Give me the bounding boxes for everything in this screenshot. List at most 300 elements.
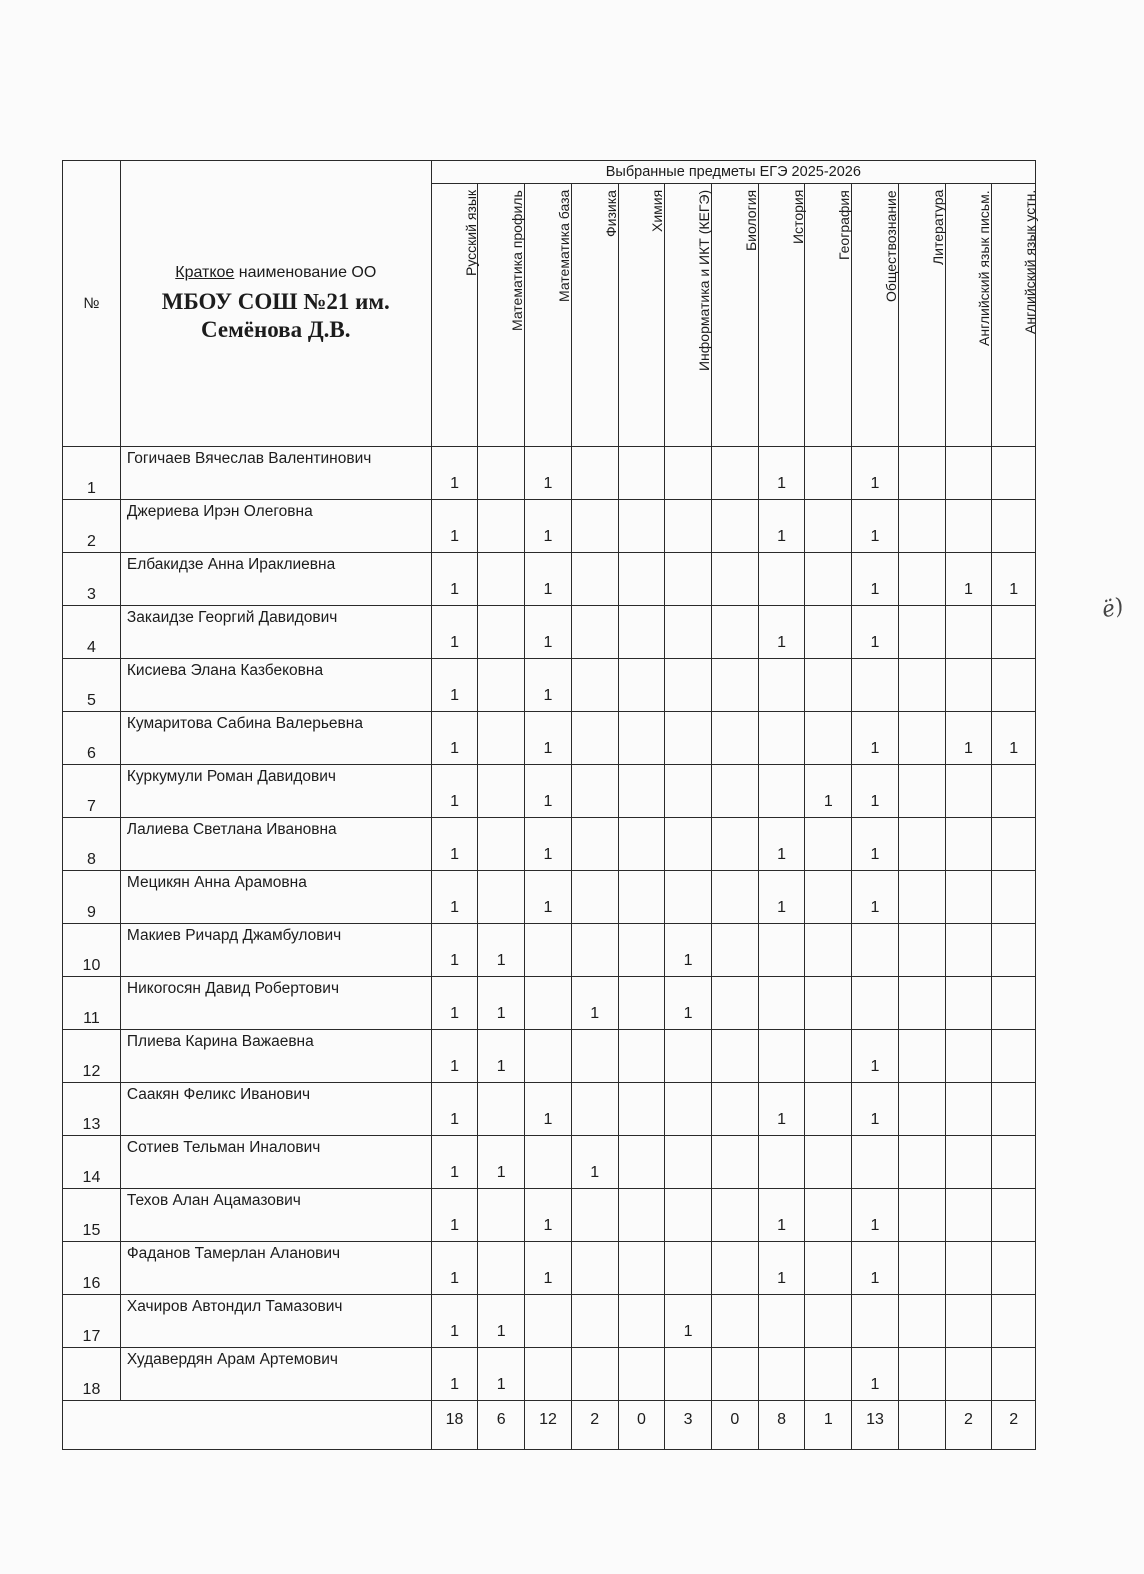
subject-mark-cell: [898, 500, 945, 553]
subject-mark-cell: [478, 447, 525, 500]
handwritten-side-note: ё): [1099, 593, 1127, 624]
subject-mark-cell: [571, 447, 618, 500]
subject-mark-cell: [992, 606, 1036, 659]
subject-mark-cell: 1: [431, 1295, 478, 1348]
row-number: 11: [63, 977, 121, 1030]
subject-mark-cell: [618, 818, 665, 871]
ege-subjects-table: [62, 160, 1036, 1450]
subject-mark-cell: 1: [525, 500, 572, 553]
subject-total-value: 0: [730, 1411, 740, 1428]
student-name-cell: [120, 1242, 431, 1295]
subject-header: [945, 184, 992, 447]
table-row: [63, 447, 1036, 500]
subject-mark-cell: [618, 1030, 665, 1083]
subject-mark-cell: [852, 659, 899, 712]
subject-mark-cell: 1: [478, 1136, 525, 1189]
subject-mark-cell: [711, 1295, 758, 1348]
student-name: Саакян Феликс Иванович: [126, 1086, 311, 1103]
subject-mark-cell: [665, 1136, 712, 1189]
subject-mark-cell: [478, 1189, 525, 1242]
subject-mark-cell: 1: [665, 977, 712, 1030]
subject-mark-cell: [571, 1295, 618, 1348]
subject-mark-cell: 1: [431, 818, 478, 871]
subject-mark-cell: 1: [431, 1242, 478, 1295]
subject-mark-cell: [898, 1348, 945, 1401]
subject-total-cell: [618, 1401, 665, 1450]
subject-mark-cell: [665, 500, 712, 553]
row-number: 4: [63, 606, 121, 659]
subject-mark-cell: 1: [758, 606, 805, 659]
student-name-cell: [120, 447, 431, 500]
subject-mark-cell: [711, 1348, 758, 1401]
subject-mark-cell: [805, 1136, 852, 1189]
subject-mark-cell: [992, 1083, 1036, 1136]
subject-header: [805, 184, 852, 447]
subject-mark-cell: [711, 500, 758, 553]
subject-mark-cell: 1: [852, 447, 899, 500]
subject-mark-cell: [992, 1030, 1036, 1083]
subject-mark-cell: 1: [571, 977, 618, 1030]
subject-mark-cell: [945, 818, 992, 871]
table-row: [63, 1083, 1036, 1136]
subject-mark-cell: [478, 606, 525, 659]
subject-mark-cell: 1: [665, 1295, 712, 1348]
subject-mark-cell: [711, 818, 758, 871]
row-number: 7: [63, 765, 121, 818]
subject-mark-cell: 1: [852, 500, 899, 553]
subject-mark-cell: [711, 712, 758, 765]
subject-mark-cell: [571, 1189, 618, 1242]
subject-total-cell: [571, 1401, 618, 1450]
totals-row: [63, 1401, 1036, 1450]
subject-mark-cell: [945, 977, 992, 1030]
subject-mark-cell: 1: [525, 553, 572, 606]
subject-mark-cell: [711, 924, 758, 977]
number-header-label: №: [83, 295, 100, 312]
subject-mark-cell: [618, 1295, 665, 1348]
subject-mark-cell: [945, 447, 992, 500]
subject-mark-cell: [898, 818, 945, 871]
subject-mark-cell: [945, 1295, 992, 1348]
subject-mark-cell: 1: [852, 1189, 899, 1242]
subject-mark-cell: [711, 606, 758, 659]
subject-mark-cell: [898, 1136, 945, 1189]
student-name-cell: [120, 977, 431, 1030]
subject-mark-cell: 1: [525, 871, 572, 924]
subject-mark-cell: 1: [431, 1136, 478, 1189]
subject-mark-cell: [805, 1030, 852, 1083]
subject-mark-cell: 1: [431, 765, 478, 818]
student-name-cell: [120, 765, 431, 818]
subject-mark-cell: [805, 1295, 852, 1348]
subject-mark-cell: [992, 1189, 1036, 1242]
subject-mark-cell: [758, 1295, 805, 1348]
student-name-cell: [120, 871, 431, 924]
subject-mark-cell: 1: [525, 1242, 572, 1295]
subject-mark-cell: [571, 553, 618, 606]
subject-total-cell: [431, 1401, 478, 1450]
subject-mark-cell: 1: [431, 1083, 478, 1136]
student-name-cell: [120, 606, 431, 659]
subject-mark-cell: 1: [525, 606, 572, 659]
subject-mark-cell: [618, 1348, 665, 1401]
subject-mark-cell: [805, 447, 852, 500]
subject-mark-cell: [711, 1189, 758, 1242]
subject-mark-cell: [711, 1242, 758, 1295]
subject-mark-cell: [665, 1242, 712, 1295]
subject-mark-cell: [758, 1136, 805, 1189]
subject-mark-cell: [945, 765, 992, 818]
subject-mark-cell: 1: [431, 871, 478, 924]
subject-mark-cell: 1: [852, 871, 899, 924]
subject-mark-cell: 1: [758, 818, 805, 871]
subject-mark-cell: [711, 659, 758, 712]
subject-mark-cell: [618, 977, 665, 1030]
subject-mark-cell: [805, 1189, 852, 1242]
subject-mark-cell: 1: [431, 553, 478, 606]
subject-mark-cell: 1: [525, 818, 572, 871]
student-name: Плиева Карина Важаевна: [126, 1033, 314, 1050]
subject-mark-cell: [571, 1030, 618, 1083]
subject-mark-cell: [665, 1083, 712, 1136]
subject-mark-cell: [898, 977, 945, 1030]
subject-mark-cell: 1: [852, 553, 899, 606]
subject-mark-cell: 1: [431, 1030, 478, 1083]
subject-mark-cell: [992, 1348, 1036, 1401]
subject-mark-cell: 1: [758, 871, 805, 924]
subject-mark-cell: [478, 1242, 525, 1295]
subject-total-value: 2: [590, 1411, 600, 1428]
subject-total-cell: [852, 1401, 899, 1450]
subject-mark-cell: 1: [525, 447, 572, 500]
subject-mark-cell: 1: [571, 1136, 618, 1189]
subject-total-cell: [898, 1401, 945, 1450]
subject-mark-cell: [618, 1242, 665, 1295]
subject-mark-cell: [618, 765, 665, 818]
subject-mark-cell: [945, 1136, 992, 1189]
table-row: [63, 553, 1036, 606]
student-name: Худавердян Арам Артемович: [126, 1351, 338, 1368]
student-name-cell: [120, 1348, 431, 1401]
subject-mark-cell: [805, 924, 852, 977]
subject-mark-cell: [945, 1189, 992, 1242]
subject-total-cell: [758, 1401, 805, 1450]
subject-mark-cell: [898, 659, 945, 712]
subject-header: [431, 184, 478, 447]
subject-mark-cell: [711, 871, 758, 924]
row-number: 15: [63, 1189, 121, 1242]
subject-total-value: 2: [963, 1411, 973, 1428]
subject-total-cell: [711, 1401, 758, 1450]
subject-mark-cell: [525, 1295, 572, 1348]
org-name-line1: МБОУ СОШ №21 им.: [161, 288, 390, 314]
subject-mark-cell: [898, 1242, 945, 1295]
student-name: Сотиев Тельман Иналович: [126, 1139, 321, 1156]
subject-mark-cell: [992, 871, 1036, 924]
subject-total-cell: [945, 1401, 992, 1450]
subject-mark-cell: [805, 606, 852, 659]
subject-total-value: 13: [866, 1411, 884, 1428]
subject-header-label: Математика профиль: [509, 190, 526, 331]
subject-mark-cell: [898, 447, 945, 500]
subject-mark-cell: [898, 712, 945, 765]
subject-header: [898, 184, 945, 447]
subject-mark-cell: [805, 1083, 852, 1136]
subject-mark-cell: 1: [431, 500, 478, 553]
subject-mark-cell: [618, 553, 665, 606]
subject-mark-cell: [618, 924, 665, 977]
subject-header: [711, 184, 758, 447]
table-row: [63, 606, 1036, 659]
subject-mark-cell: 1: [525, 1189, 572, 1242]
student-name: Куркумули Роман Давидович: [126, 768, 336, 785]
subject-mark-cell: [525, 1030, 572, 1083]
row-number: 1: [63, 447, 121, 500]
subject-mark-cell: [618, 1189, 665, 1242]
student-name: Фаданов Тамерлан Аланович: [126, 1245, 341, 1262]
subject-header-label: История: [789, 190, 806, 245]
subject-mark-cell: [898, 765, 945, 818]
subject-mark-cell: [478, 712, 525, 765]
subject-mark-cell: [945, 1242, 992, 1295]
subject-mark-cell: 1: [852, 712, 899, 765]
table-row: [63, 1136, 1036, 1189]
table-row: [63, 500, 1036, 553]
subject-mark-cell: [571, 606, 618, 659]
subject-mark-cell: [898, 606, 945, 659]
subject-mark-cell: [711, 447, 758, 500]
student-name: Никогосян Давид Робертович: [126, 980, 340, 997]
subject-total-cell: [525, 1401, 572, 1450]
subject-header: [992, 184, 1036, 447]
subject-mark-cell: 1: [525, 765, 572, 818]
subject-mark-cell: [898, 1030, 945, 1083]
subject-mark-cell: [478, 765, 525, 818]
subject-mark-cell: 1: [525, 659, 572, 712]
subjects-title: Выбранные предметы ЕГЭ 2025-2026: [431, 161, 1035, 184]
subject-mark-cell: [478, 500, 525, 553]
subject-mark-cell: [571, 818, 618, 871]
subject-mark-cell: [898, 1083, 945, 1136]
subject-total-value: 0: [636, 1411, 646, 1428]
row-number: 9: [63, 871, 121, 924]
org-name-line2: Семёнова Д.В.: [201, 316, 351, 342]
student-name: Джериева Ирэн Олеговна: [126, 503, 313, 520]
subject-mark-cell: 1: [478, 1348, 525, 1401]
subject-mark-cell: [478, 871, 525, 924]
subject-mark-cell: [758, 553, 805, 606]
subject-header-label: Английский язык устн.: [1021, 190, 1038, 335]
subject-header-label: Литература: [929, 190, 946, 266]
subject-mark-cell: 1: [758, 1189, 805, 1242]
subject-mark-cell: [665, 1030, 712, 1083]
subject-mark-cell: [898, 871, 945, 924]
subject-mark-cell: [852, 924, 899, 977]
subject-mark-cell: [758, 1348, 805, 1401]
student-name-cell: [120, 818, 431, 871]
subject-mark-cell: [618, 659, 665, 712]
student-name: Закаидзе Георгий Давидович: [126, 609, 338, 626]
row-number: 3: [63, 553, 121, 606]
subject-mark-cell: [478, 1083, 525, 1136]
org-caption: [121, 264, 431, 282]
subject-mark-cell: [618, 712, 665, 765]
subject-mark-cell: [758, 659, 805, 712]
subject-mark-cell: [992, 659, 1036, 712]
student-name: Гогичаев Вячеслав Валентинович: [126, 450, 372, 467]
subject-header-label: Физика: [602, 190, 619, 237]
subject-mark-cell: [945, 871, 992, 924]
subject-mark-cell: [665, 1348, 712, 1401]
subject-mark-cell: [618, 606, 665, 659]
subject-header: [665, 184, 712, 447]
subject-mark-cell: [805, 659, 852, 712]
subject-mark-cell: 1: [431, 924, 478, 977]
subject-mark-cell: 1: [852, 818, 899, 871]
number-column-header: [63, 161, 121, 447]
subject-mark-cell: [805, 712, 852, 765]
row-number: 8: [63, 818, 121, 871]
org-caption-rest: наименование ОО: [234, 263, 377, 281]
subject-mark-cell: [805, 500, 852, 553]
subject-mark-cell: 1: [525, 1083, 572, 1136]
subject-header: [852, 184, 899, 447]
subject-header-label: Английский язык письм.: [976, 190, 993, 346]
table-row: [63, 1242, 1036, 1295]
subject-mark-cell: 1: [431, 977, 478, 1030]
subject-total-value: [899, 1401, 945, 1411]
subject-mark-cell: 1: [431, 1189, 478, 1242]
student-name-cell: [120, 500, 431, 553]
subject-mark-cell: 1: [758, 500, 805, 553]
subject-mark-cell: [805, 977, 852, 1030]
subject-mark-cell: [992, 447, 1036, 500]
subject-mark-cell: 1: [852, 1242, 899, 1295]
student-name-cell: [120, 924, 431, 977]
subject-mark-cell: [571, 500, 618, 553]
student-name: Мецикян Анна Арамовна: [126, 874, 307, 891]
subject-header-label: Математика база: [555, 190, 572, 303]
student-name: Макиев Ричард Джамбулович: [126, 927, 342, 944]
subject-mark-cell: [992, 1242, 1036, 1295]
table-row: [63, 1295, 1036, 1348]
subject-mark-cell: [992, 500, 1036, 553]
row-number: 16: [63, 1242, 121, 1295]
subject-mark-cell: [945, 1348, 992, 1401]
subject-header: [478, 184, 525, 447]
row-number: 10: [63, 924, 121, 977]
subject-mark-cell: [898, 1295, 945, 1348]
student-name-cell: [120, 1083, 431, 1136]
subject-mark-cell: 1: [478, 1295, 525, 1348]
row-number: 14: [63, 1136, 121, 1189]
subject-total-cell: [805, 1401, 852, 1450]
subject-mark-cell: 1: [992, 553, 1036, 606]
student-name: Лалиева Светлана Ивановна: [126, 821, 337, 838]
subject-mark-cell: [945, 1083, 992, 1136]
table-row: [63, 924, 1036, 977]
subject-mark-cell: [711, 977, 758, 1030]
student-name: Елбакидзе Анна Ираклиевна: [126, 556, 336, 573]
subject-mark-cell: 1: [852, 1348, 899, 1401]
subject-mark-cell: [758, 1030, 805, 1083]
subject-total-cell: [665, 1401, 712, 1450]
subject-total-value: 8: [777, 1411, 787, 1428]
subject-header-label: Биология: [742, 190, 759, 252]
subject-total-value: 12: [539, 1411, 557, 1428]
subject-mark-cell: 1: [431, 712, 478, 765]
row-number: 5: [63, 659, 121, 712]
subject-mark-cell: 1: [758, 1242, 805, 1295]
subject-header-label: Обществознание: [883, 190, 899, 302]
row-number: 17: [63, 1295, 121, 1348]
table-row: [63, 659, 1036, 712]
subject-mark-cell: [852, 1295, 899, 1348]
table-row: [63, 871, 1036, 924]
subject-mark-cell: 1: [478, 977, 525, 1030]
subject-mark-cell: [618, 1136, 665, 1189]
subject-mark-cell: [618, 1083, 665, 1136]
subject-mark-cell: [571, 712, 618, 765]
student-name-cell: [120, 1295, 431, 1348]
subject-mark-cell: [805, 1348, 852, 1401]
row-number: 12: [63, 1030, 121, 1083]
row-number: 13: [63, 1083, 121, 1136]
subject-mark-cell: 1: [805, 765, 852, 818]
org-caption-short: Краткое: [175, 263, 235, 281]
student-name: Хачиров Автондил Тамазович: [126, 1298, 343, 1315]
subject-mark-cell: 1: [852, 606, 899, 659]
subject-header-label: Русский язык: [462, 190, 479, 277]
subject-mark-cell: 1: [665, 924, 712, 977]
subject-total-value: 2: [1009, 1411, 1019, 1428]
student-name-cell: [120, 1189, 431, 1242]
subject-mark-cell: 1: [992, 712, 1036, 765]
subject-header-label: География: [836, 190, 853, 260]
subject-mark-cell: [898, 924, 945, 977]
subject-mark-cell: [571, 1242, 618, 1295]
subject-mark-cell: [758, 712, 805, 765]
subject-mark-cell: 1: [758, 1083, 805, 1136]
subject-mark-cell: 1: [431, 1348, 478, 1401]
subject-mark-cell: [618, 447, 665, 500]
subject-mark-cell: [665, 765, 712, 818]
subject-mark-cell: [571, 924, 618, 977]
subject-total-value: 3: [683, 1411, 693, 1428]
subject-mark-cell: [618, 500, 665, 553]
subject-mark-cell: [992, 1136, 1036, 1189]
subject-mark-cell: [665, 712, 712, 765]
student-name-cell: [120, 1136, 431, 1189]
subject-mark-cell: [711, 1083, 758, 1136]
subject-total-value: 6: [496, 1411, 506, 1428]
subject-total-cell: [478, 1401, 525, 1450]
subject-mark-cell: [571, 765, 618, 818]
subject-mark-cell: [571, 659, 618, 712]
row-number: 18: [63, 1348, 121, 1401]
subject-mark-cell: [945, 1030, 992, 1083]
subject-mark-cell: [805, 1242, 852, 1295]
table-row: [63, 1348, 1036, 1401]
subject-mark-cell: [852, 977, 899, 1030]
table-row: [63, 818, 1036, 871]
subject-mark-cell: [898, 1189, 945, 1242]
subject-mark-cell: [571, 1083, 618, 1136]
subject-mark-cell: 1: [852, 765, 899, 818]
subject-mark-cell: 1: [431, 447, 478, 500]
subject-mark-cell: 1: [478, 1030, 525, 1083]
subject-total-value: 1: [823, 1411, 833, 1428]
